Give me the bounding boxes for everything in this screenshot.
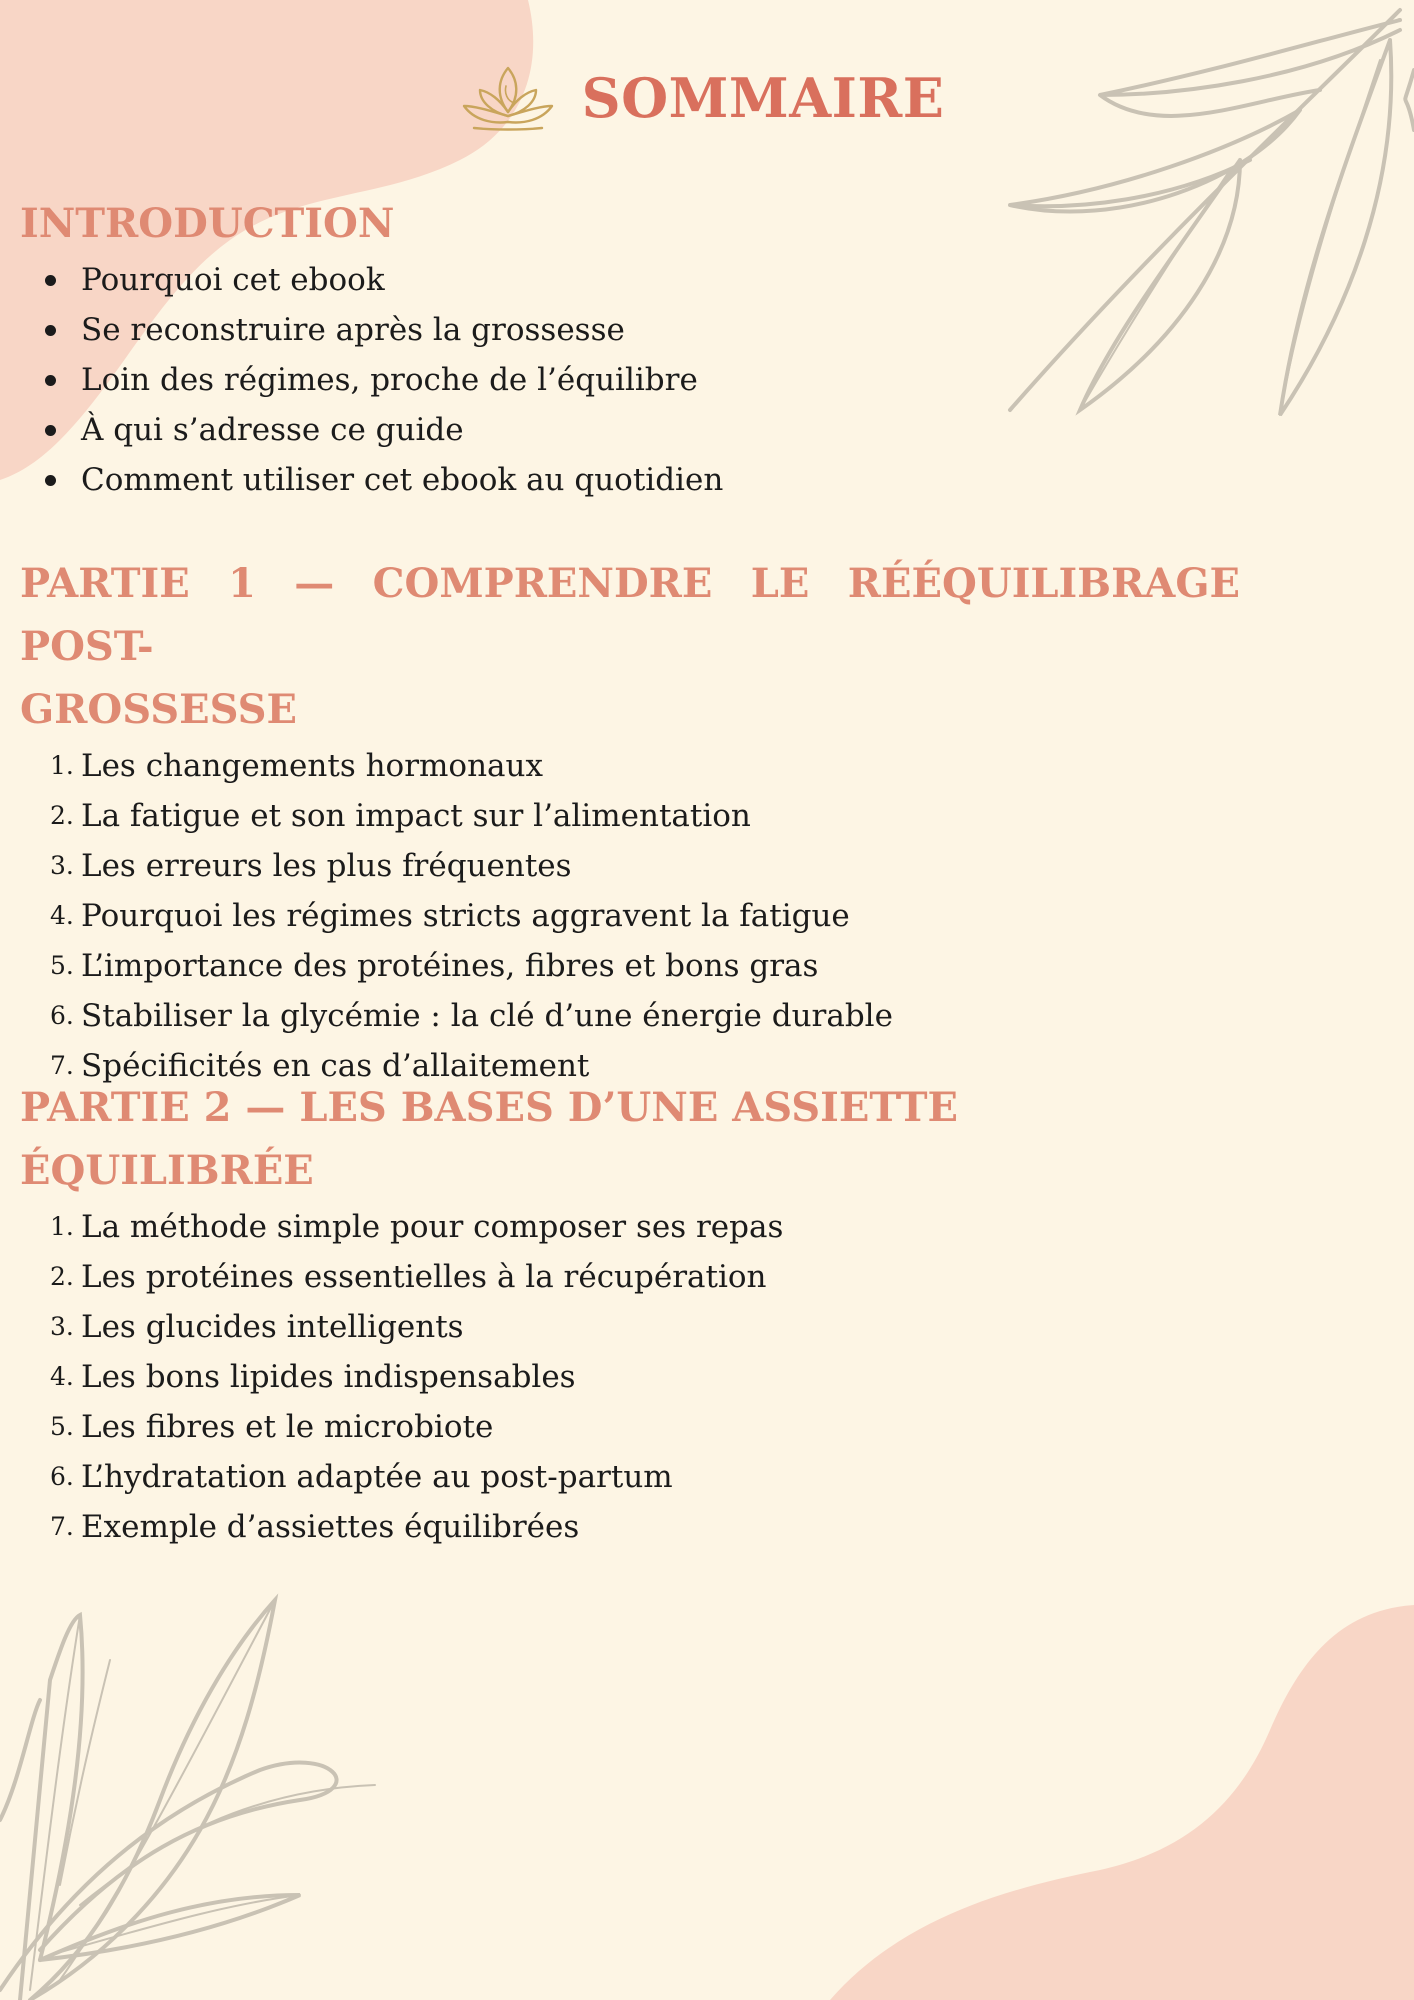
numbered-list xyxy=(20,741,1240,1091)
list-item: 5. L’importance des protéines, fibres et bons gras xyxy=(50,948,819,984)
list-item: 1. Les changements hormonaux xyxy=(50,748,543,784)
numbered-list xyxy=(20,1202,1240,1552)
section-title: INTRODUCTION xyxy=(20,200,395,247)
list-item: 7. Spécificités en cas d’allaitement xyxy=(50,1048,590,1084)
list-item: 3. Les erreurs les plus fréquentes xyxy=(50,848,572,884)
list-item: 1. La méthode simple pour composer ses repas xyxy=(50,1209,784,1245)
list-item: Se reconstruire après la grossesse xyxy=(20,305,1240,355)
section-title-continued: GROSSESSE xyxy=(20,686,298,733)
list-item: 5. Les fibres et le microbiote xyxy=(50,1409,494,1445)
list-item: 3. Les glucides intelligents xyxy=(50,1309,464,1345)
list-item: 4. Les bons lipides indispensables xyxy=(50,1359,576,1395)
section-title: PARTIE 1 — COMPRENDRE LE RÉÉQUILIBRAGE POST- xyxy=(20,560,1240,670)
bullet-icon xyxy=(45,475,56,486)
bullet-icon xyxy=(45,375,56,386)
list-item: 6. L’hydratation adaptée au post-partum xyxy=(50,1459,673,1495)
section-partie-2 xyxy=(20,1076,1240,1552)
list-item: 6. Stabiliser la glycémie : la clé d’une énergie durable xyxy=(50,998,893,1034)
section-title: PARTIE 2 — LES BASES D’UNE ASSIETTE ÉQUILIBRÉE xyxy=(20,1084,958,1194)
bullet-icon xyxy=(45,325,56,336)
list-item: Comment utiliser cet ebook au quotidien xyxy=(20,455,1240,505)
list-item: 4. Pourquoi les régimes stricts aggravent la fatigue xyxy=(50,898,850,934)
bullet-list xyxy=(20,255,1240,505)
bullet-icon xyxy=(45,425,56,436)
lotus-icon xyxy=(460,62,556,134)
list-item: À qui s’adresse ce guide xyxy=(20,405,1240,455)
list-item: Pourquoi cet ebook xyxy=(20,255,1240,305)
bullet-icon xyxy=(45,275,56,286)
section-introduction xyxy=(20,192,1240,505)
page-header xyxy=(0,62,1414,134)
list-item: 2. La fatigue et son impact sur l’alimentation xyxy=(50,798,751,834)
list-item: 7. Exemple d’assiettes équilibrées xyxy=(50,1509,580,1545)
page-title: SOMMAIRE xyxy=(581,66,945,130)
list-item: Loin des régimes, proche de l’équilibre xyxy=(20,355,1240,405)
section-partie-1 xyxy=(20,552,1240,1091)
list-item: 2. Les protéines essentielles à la récupération xyxy=(50,1259,767,1295)
